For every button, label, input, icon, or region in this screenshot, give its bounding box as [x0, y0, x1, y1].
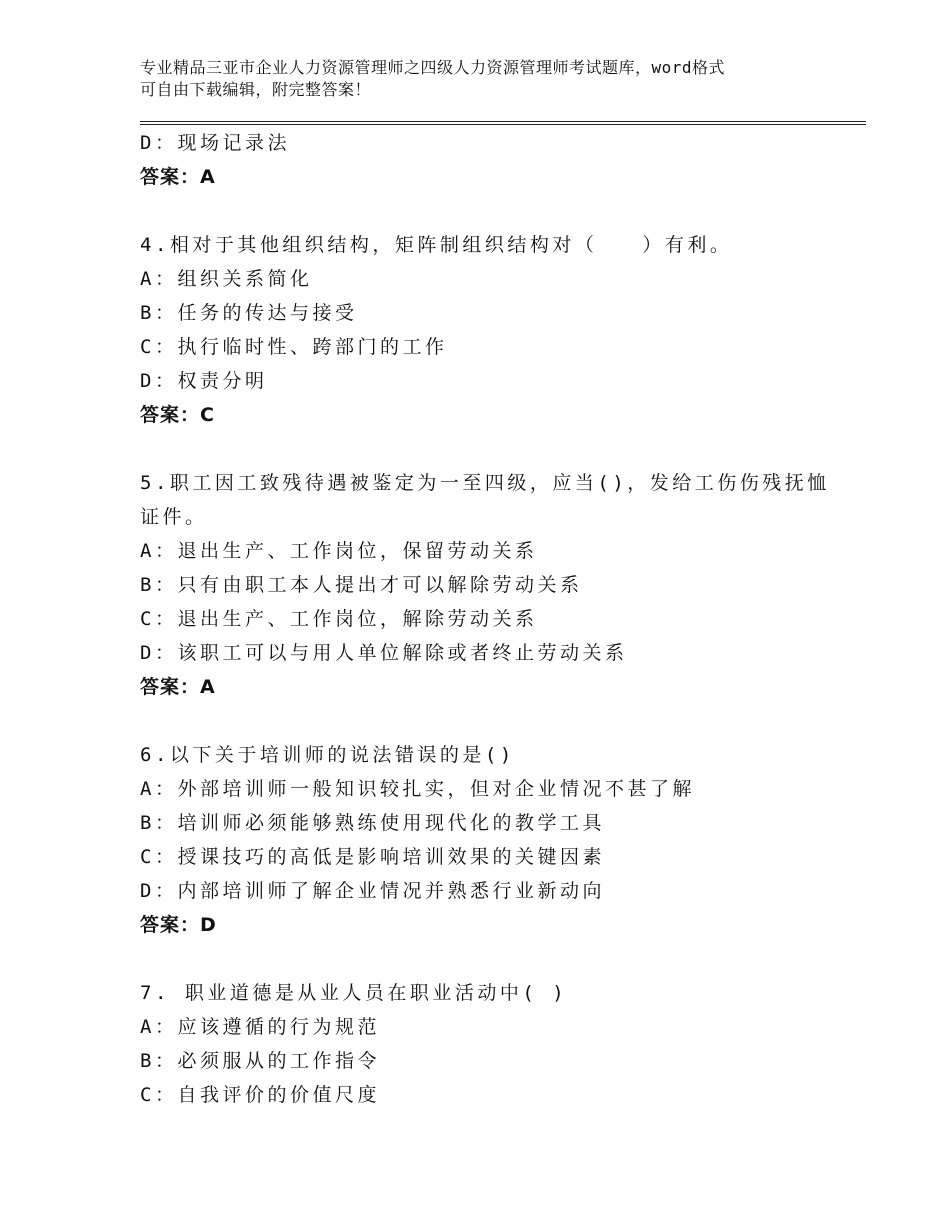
option-b: B：培训师必须能够熟练使用现代化的教学工具: [140, 812, 605, 834]
option-c: C：执行临时性、跨部门的工作: [140, 336, 448, 358]
question-block-4: [140, 228, 840, 432]
option-d: D：权责分明: [140, 370, 268, 392]
option-b: B：任务的传达与接受: [140, 302, 358, 324]
question-text: 6.以下关于培训师的说法错误的是(): [140, 744, 515, 766]
question-text-line-1: 5.职工因工致残待遇被鉴定为一至四级，应当()，发给工伤伤残抚恤: [140, 472, 830, 494]
header-title-line-1: 专业精品三亚市企业人力资源管理师之四级人力资源管理师考试题库，word格式: [140, 58, 726, 77]
question-block-6: [140, 738, 840, 942]
spacer: [140, 942, 840, 976]
question-block-3: [140, 126, 840, 194]
answer-line: 答案：C: [140, 404, 215, 426]
option-a: A：组织关系简化: [140, 268, 313, 290]
question-text: 4.相对于其他组织结构，矩阵制组织结构对（ ）有利。: [140, 234, 733, 256]
option-c: C：退出生产、工作岗位，解除劳动关系: [140, 608, 538, 630]
option-b: B：必须服从的工作指令: [140, 1050, 380, 1072]
header-title-line-2: 可自由下载编辑，附完整答案！: [140, 80, 372, 99]
option-b: B：只有由职工本人提出才可以解除劳动关系: [140, 574, 583, 596]
option-a: A：退出生产、工作岗位，保留劳动关系: [140, 540, 538, 562]
answer-line: 答案：D: [140, 914, 217, 936]
option-d: D：内部培训师了解企业情况并熟悉行业新动向: [140, 880, 605, 902]
option-c: C：自我评价的价值尺度: [140, 1084, 380, 1106]
spacer: [140, 432, 840, 466]
option-a: A：应该遵循的行为规范: [140, 1016, 380, 1038]
document-header: [140, 57, 840, 101]
spacer: [140, 194, 840, 228]
header-rule-top: [140, 121, 866, 122]
question-block-7: [140, 976, 840, 1112]
question-text: 7. 职业道德是从业人员在职业活动中( ): [140, 982, 568, 1004]
option-d: D：现场记录法: [140, 132, 290, 154]
option-a: A：外部培训师一般知识较扎实，但对企业情况不甚了解: [140, 778, 695, 800]
answer-line: 答案：A: [140, 166, 216, 188]
option-d: D：该职工可以与用人单位解除或者终止劳动关系: [140, 642, 628, 664]
header-rule-bottom: [140, 124, 866, 125]
option-c: C：授课技巧的高低是影响培训效果的关键因素: [140, 846, 605, 868]
question-block-5: [140, 466, 840, 704]
answer-line: 答案：A: [140, 676, 216, 698]
question-list: [140, 126, 840, 1112]
question-text-line-2: 证件。: [140, 506, 208, 528]
spacer: [140, 704, 840, 738]
